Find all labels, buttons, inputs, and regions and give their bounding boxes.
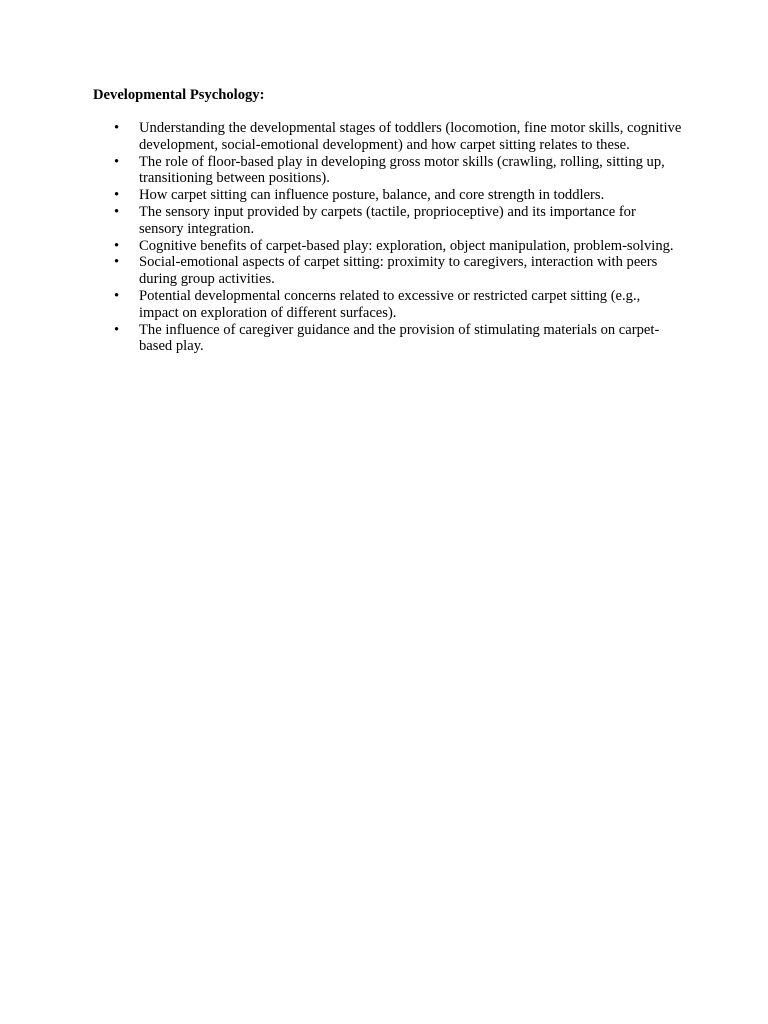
list-item	[93, 238, 683, 255]
list-item	[93, 154, 683, 188]
list-item-text: Potential developmental concerns related to excessive or restricted carpet sitting (e.g., impact on exploration of different surfaces).	[139, 287, 641, 321]
list-item	[93, 254, 683, 288]
bullet-icon: •	[114, 120, 120, 136]
list-item-text: Understanding the developmental stages of toddlers (locomotion, fine motor skills, cognitive development, social-emotional development) and how carpet sitting relates to these.	[139, 120, 682, 153]
list-item-text: The influence of caregiver guidance and the provision of stimulating materials on carpet-based play.	[139, 321, 660, 355]
bullet-icon: •	[114, 187, 120, 204]
bullet-icon: •	[114, 254, 120, 271]
list-item	[93, 288, 683, 322]
list-item-text: The role of floor-based play in developing gross motor skills (crawling, rolling, sitting up, transitioning between positions).	[139, 153, 665, 187]
bullet-icon: •	[114, 287, 120, 304]
list-item-text: Social-emotional aspects of carpet sitting: proximity to caregivers, interaction with peers during group activities.	[139, 254, 658, 288]
bullet-list	[93, 120, 683, 355]
list-item-text: Cognitive benefits of carpet-based play: exploration, object manipulation, problem-solving.	[139, 237, 674, 254]
bullet-icon: •	[114, 203, 120, 220]
list-item	[93, 322, 683, 356]
list-item	[93, 204, 683, 238]
list-item-text: How carpet sitting can influence posture, balance, and core strength in toddlers.	[139, 187, 605, 204]
document-content	[93, 87, 683, 355]
section-heading: Developmental Psychology:	[93, 87, 265, 103]
list-item-text: The sensory input provided by carpets (tactile, proprioceptive) and its importance for sensory integration.	[139, 203, 636, 237]
bullet-icon: •	[114, 237, 120, 254]
bullet-icon: •	[114, 321, 120, 338]
bullet-icon: •	[114, 153, 120, 170]
list-item	[93, 187, 683, 204]
list-item	[93, 120, 683, 154]
